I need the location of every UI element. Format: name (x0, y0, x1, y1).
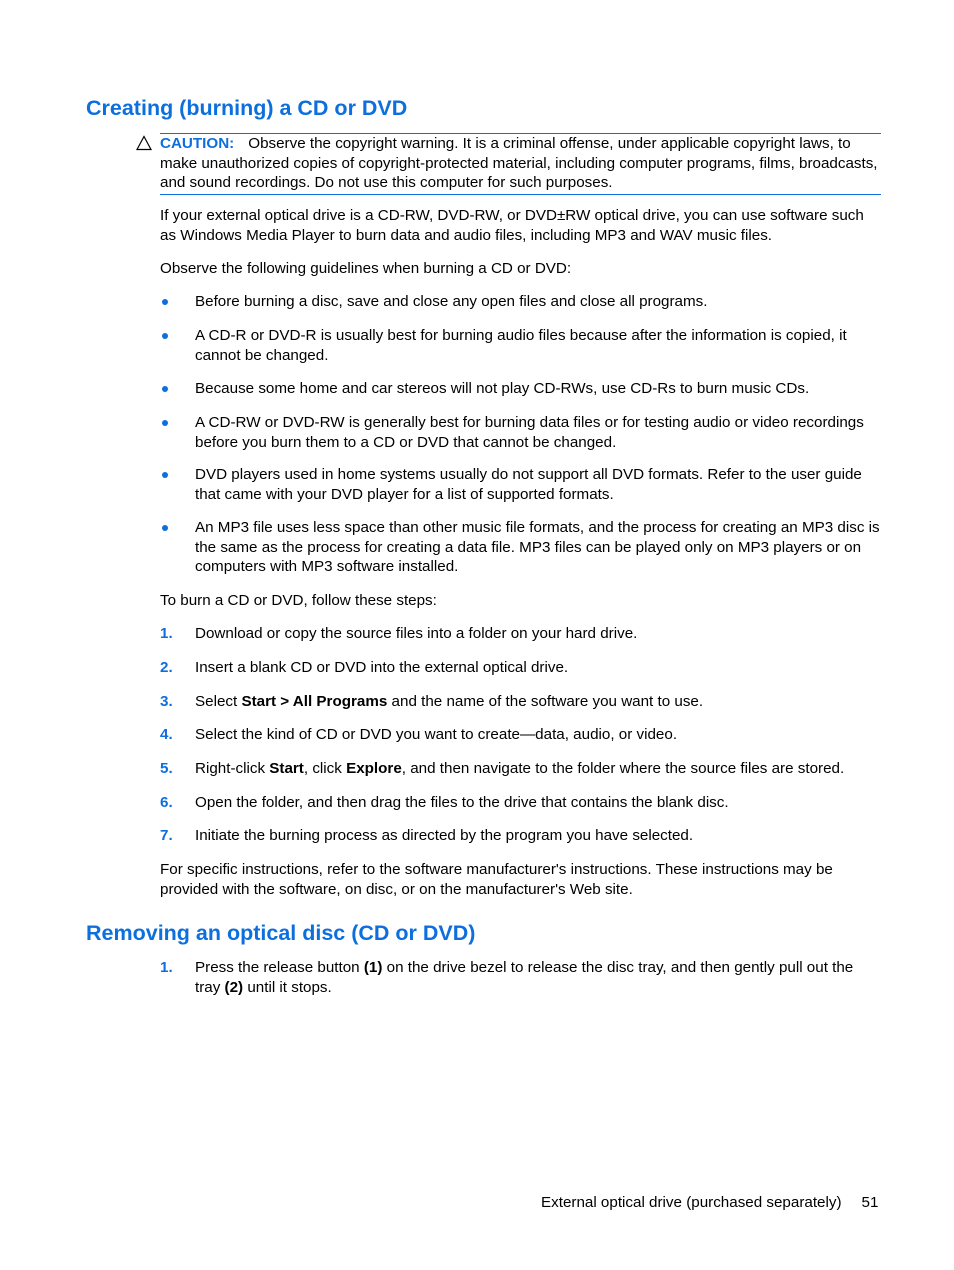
step-number: 1. (160, 959, 173, 976)
page-footer (541, 1193, 878, 1213)
step-number: 1. (160, 625, 173, 642)
step-number: 7. (160, 827, 173, 844)
ui-label-explore: Explore (346, 760, 402, 777)
step-number: 2. (160, 659, 173, 676)
bullet-text: An MP3 file uses less space than other music file formats, and the process for creating an MP3 disc is the same as the process for creating a data file. MP3 files can be played only on MP3 players or on computers with MP3 software installed. (195, 519, 880, 575)
caution-paragraph (160, 134, 881, 193)
bullet-dot-icon (162, 386, 168, 392)
step-text-part: , and then navigate to the folder where the source files are stored. (401, 760, 845, 777)
step-item (160, 725, 881, 745)
bullet-text: A CD-RW or DVD-RW is generally best for burning data files or for testing audio or video recordings before you burn them to a CD or DVD that cannot be changed. (195, 414, 864, 451)
step-number: 5. (160, 760, 173, 777)
bullet-dot-icon (162, 472, 168, 478)
section-title-removing: Removing an optical disc (CD or DVD) (86, 921, 476, 945)
step-number: 6. (160, 794, 173, 811)
step-text-part: , click (303, 760, 347, 777)
caution-notice (160, 133, 881, 195)
list-item (160, 379, 881, 399)
step-text (195, 692, 881, 712)
list-item (160, 518, 881, 577)
step-text: Initiate the burning process as directed by the program you have selected. (195, 827, 694, 844)
step-item (160, 826, 881, 846)
step-text: Insert a blank CD or DVD into the external optical drive. (195, 659, 569, 676)
step-item (160, 793, 881, 813)
section-title-creating: Creating (burning) a CD or DVD (86, 96, 408, 120)
warning-triangle-icon (136, 135, 152, 151)
steps-intro: To burn a CD or DVD, follow these steps: (160, 592, 437, 609)
step-text: Select the kind of CD or DVD you want to create—data, audio, or video. (195, 726, 678, 743)
closing-paragraph: For specific instructions, refer to the software manufacturer's instructions. These instructions may be provided with the software, on disc, or on the manufacturer's Web site. (160, 861, 833, 898)
step-number: 3. (160, 693, 173, 710)
bullet-dot-icon (162, 420, 168, 426)
step-item (160, 759, 881, 779)
step-text-part: Press the release button (195, 959, 364, 976)
list-item (160, 465, 881, 504)
list-item (160, 413, 881, 452)
step-number: 4. (160, 726, 173, 743)
step-item (160, 658, 881, 678)
ui-label-start: Start (269, 760, 304, 777)
list-item (160, 292, 881, 312)
step-item (160, 692, 881, 712)
step-item (160, 958, 881, 997)
step-text-part: on the drive bezel to release the disc tray, and then gently pull out the tray (195, 959, 854, 996)
step-text-part: Select (195, 693, 242, 710)
guidelines-intro: Observe the following guidelines when burning a CD or DVD: (160, 260, 572, 277)
bullet-dot-icon (162, 299, 168, 305)
bullet-text: Before burning a disc, save and close any open files and close all programs. (195, 293, 708, 310)
caution-text: Observe the copyright warning. It is a criminal offense, under applicable copyright laws, to make unauthorized copies of copyright-protected material, including computer programs, films, broadcasts, and sound recordings. Do not use this computer for such purposes. (160, 135, 878, 191)
bullet-text: A CD-R or DVD-R is usually best for burning audio files because after the information is copied, it cannot be changed. (195, 327, 847, 364)
step-text (195, 958, 881, 997)
bullet-text: Because some home and car stereos will not play CD-RWs, use CD-Rs to burn music CDs. (195, 380, 810, 397)
step-item (160, 624, 881, 644)
step-text (195, 759, 881, 779)
bullet-dot-icon (162, 525, 168, 531)
step-text-part: Right-click (195, 760, 270, 777)
step-text-part: and the name of the software you want to use. (387, 693, 704, 710)
step-text-part: until it stops. (243, 978, 332, 996)
callout-1: (1) (363, 959, 383, 976)
callout-2: (2) (224, 978, 244, 996)
caution-label: CAUTION: (160, 135, 235, 152)
step-text: Download or copy the source files into a folder on your hard drive. (195, 625, 638, 642)
page-number: 51 (861, 1194, 879, 1211)
list-item (160, 326, 881, 365)
bullet-text: DVD players used in home systems usually do not support all DVD formats. Refer to the user guide that came with your DVD player for a list of supported formats. (195, 466, 862, 503)
step-text: Open the folder, and then drag the files to the drive that contains the blank disc. (195, 794, 729, 811)
bullet-dot-icon (162, 333, 168, 339)
footer-chapter-title: External optical drive (purchased separately) (541, 1194, 842, 1211)
ui-path-label: Start > All Programs (241, 693, 388, 710)
intro-paragraph: If your external optical drive is a CD-RW, DVD-RW, or DVD±RW optical drive, you can use software such as Windows Media Player to burn data and audio files, including MP3 and WAV music files. (160, 207, 864, 244)
